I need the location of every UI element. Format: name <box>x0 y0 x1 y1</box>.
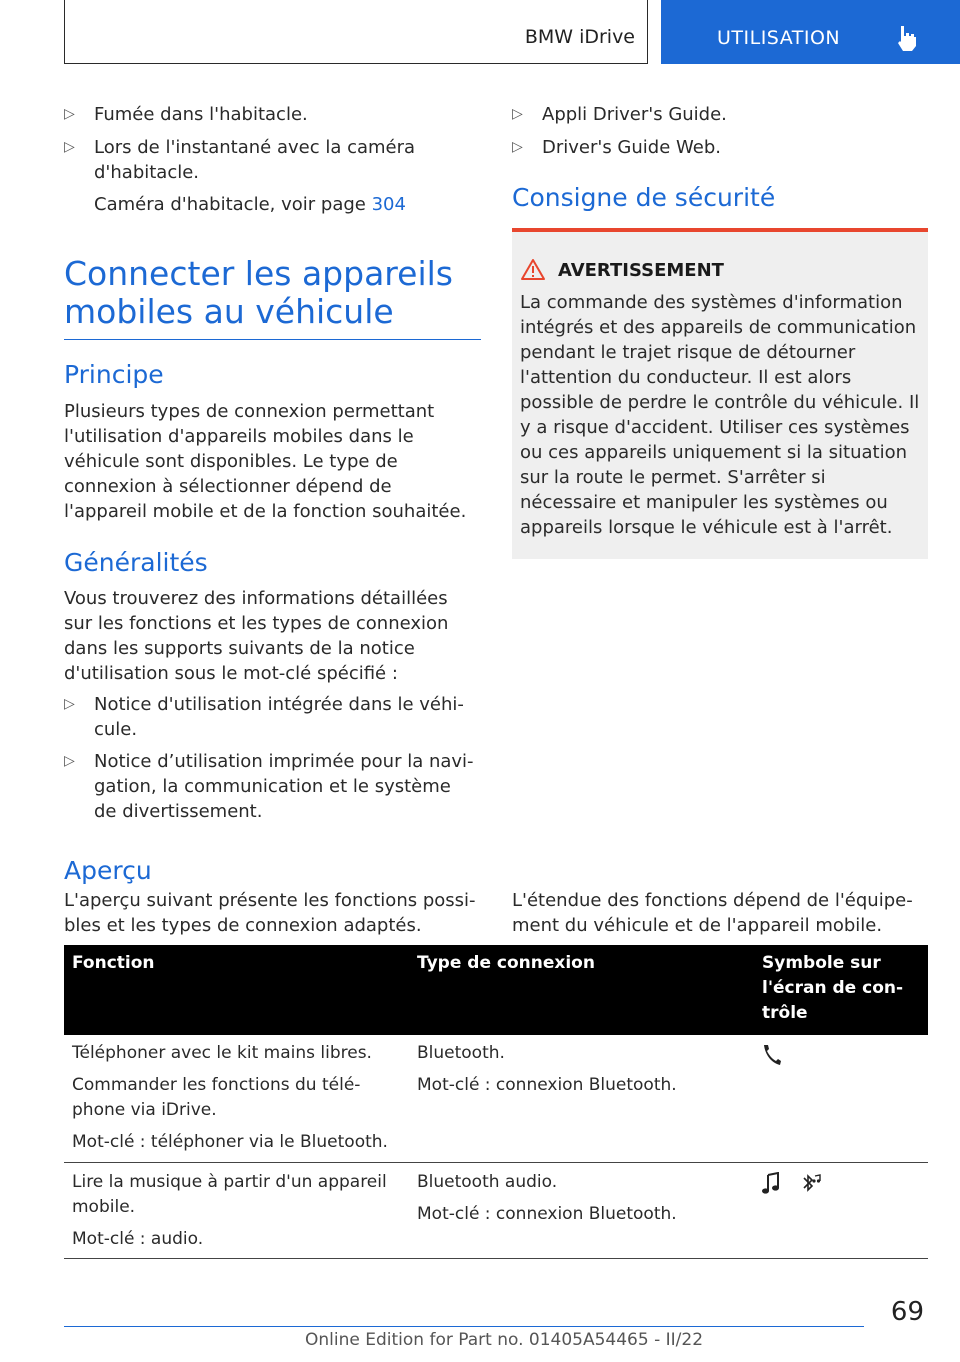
page-link[interactable]: 304 <box>371 194 406 215</box>
triangle-bullet-icon: ▷ <box>64 753 75 769</box>
apercu-right-paragraph: L'étendue des fonctions dépend de l'équipement du véhicule et de l'appareil mobile. <box>512 890 913 936</box>
table-row-divider <box>64 1258 928 1259</box>
principe-paragraph: Plusieurs types de connexion permettant l'utilisation d'appareils mobiles dans le véhicule sont disponibles. Le type de connexion à sélectionner dépend de l'appareil mobile et de la fonction souhaitée. <box>64 401 467 522</box>
table-row-divider <box>64 1162 928 1163</box>
section-title-generalites: Généralités <box>64 548 208 577</box>
column-header-type: Type de connexion <box>417 953 595 973</box>
warning-triangle-icon <box>520 258 546 281</box>
header-brand: BMW iDrive <box>524 26 635 48</box>
table-cell-fonction: Téléphoner avec le kit mains libres. Commander les fonctions du téléphone via iDrive. Mot-clé : téléphoner via le Bluetooth. <box>72 1043 388 1152</box>
warning-box <box>512 228 928 559</box>
music-note-icon <box>760 1172 782 1196</box>
apercu-left-paragraph: L'aperçu suivant présente les fonctions possibles et les types de connexion adaptés. <box>64 890 476 936</box>
header-section-label: UTILISATION <box>717 27 841 49</box>
warning-title: AVERTISSEMENT <box>558 260 724 281</box>
chapter-title: Connecter les appareils mobiles au véhicule <box>64 254 453 331</box>
chapter-title-rule <box>64 339 481 340</box>
header-section-tab[interactable] <box>661 0 960 64</box>
footer-edition: Online Edition for Part no. 01405A54465 - II/22 <box>305 1330 704 1350</box>
section-title-apercu: Aperçu <box>64 856 152 885</box>
bluetooth-audio-icon <box>798 1172 822 1196</box>
table-cell-fonction: Lire la musique à partir d'un appareil mobile. Mot-clé : audio. <box>72 1172 387 1249</box>
triangle-bullet-icon: ▷ <box>512 106 523 122</box>
phone-icon <box>760 1042 784 1068</box>
camera-reference: Caméra d'habitacle, voir page 304 <box>94 194 406 215</box>
triangle-bullet-icon: ▷ <box>512 139 523 155</box>
footer-rule <box>64 1326 864 1327</box>
column-header-symbole: Symbole sur l'écran de contrôle <box>762 953 904 1023</box>
triangle-bullet-icon: ▷ <box>64 139 75 155</box>
warning-text: La commande des systèmes d'information intégrés et des appareils de communication pendant le trajet risque de détourner l'attention du conducteur. Il est alors possible de perdre le contrôle du véhicule. Il y a risque d'accident. Utiliser ces systèmes ou ces appareils uniquement si la situation sur la route le permet. S'arrêter si nécessaire et manipuler les systèmes ou appareils lorsque le véhicule est à l'arrêt. <box>520 292 920 538</box>
generalites-paragraph: Vous trouverez des informations détaillées sur les fonctions et les types de connexion dans les supports suivants de la notice d'utilisation sous le mot-clé spécifié : <box>64 588 449 684</box>
section-title-consigne: Consigne de sécurité <box>512 183 776 212</box>
pointing-hand-icon <box>895 24 919 52</box>
table-cell-type: Bluetooth audio. Mot-clé : connexion Bluetooth. <box>417 1172 677 1224</box>
table-header <box>64 945 928 1035</box>
page-number: 69 <box>890 1297 924 1327</box>
table-cell-type: Bluetooth. Mot-clé : connexion Bluetooth. <box>417 1043 677 1095</box>
column-header-fonction: Fonction <box>72 953 155 973</box>
triangle-bullet-icon: ▷ <box>64 106 75 122</box>
triangle-bullet-icon: ▷ <box>64 696 75 712</box>
section-title-principe: Principe <box>64 360 164 389</box>
